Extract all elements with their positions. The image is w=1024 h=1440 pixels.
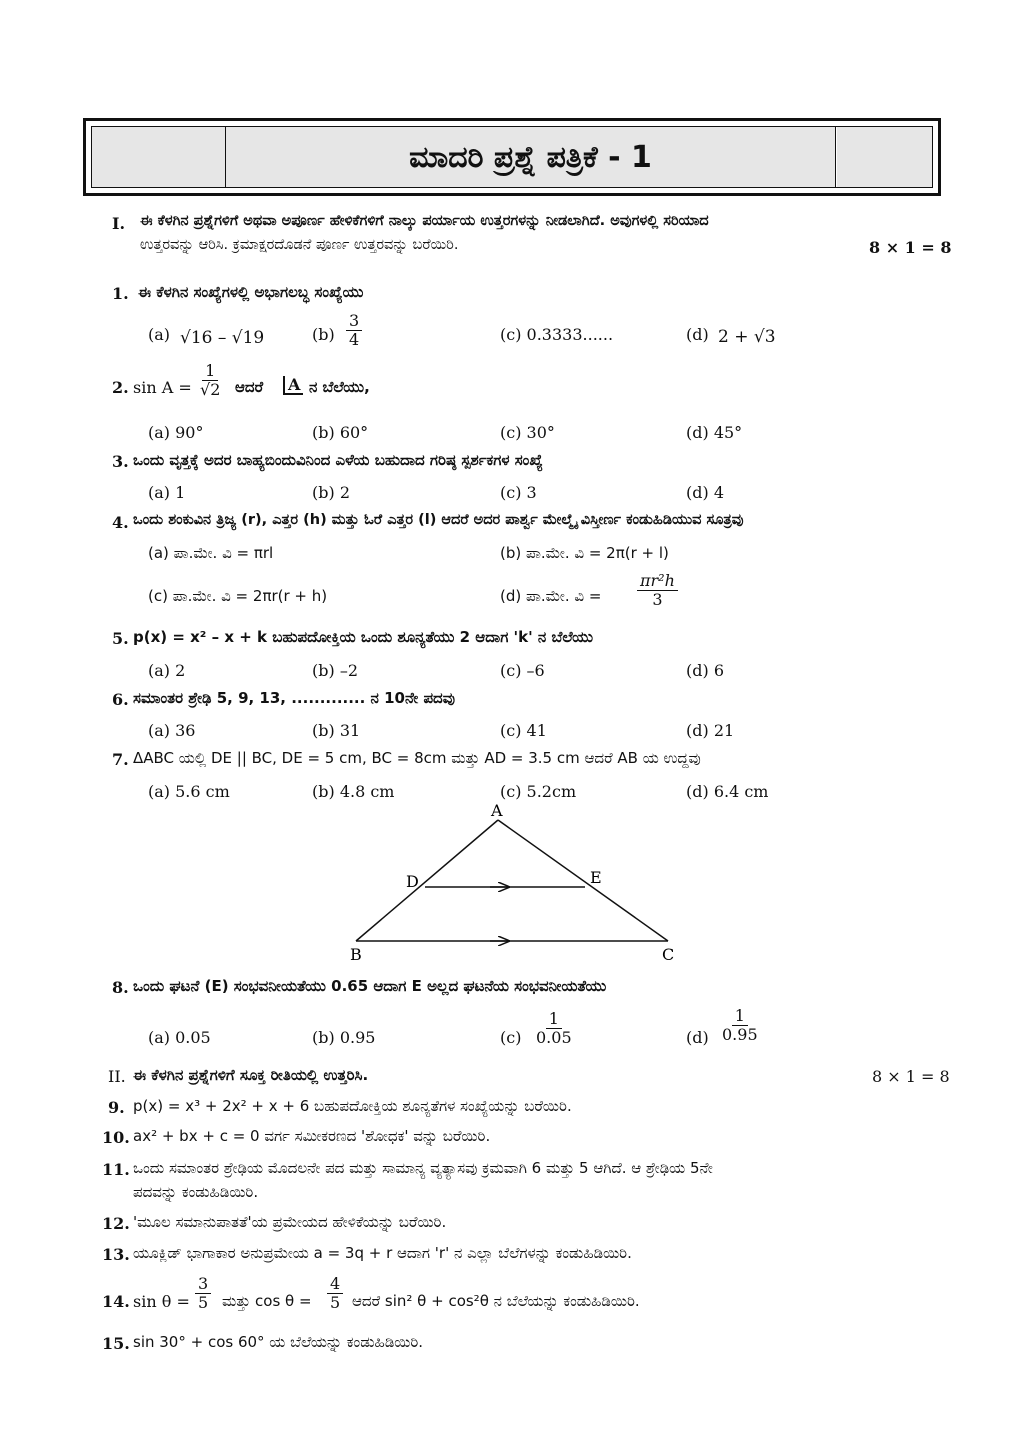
q5-option-c: (c) –6	[500, 661, 545, 680]
q4-option-a: (a) ಪಾ.ಮೇ. ವಿ = πrl	[148, 544, 274, 562]
q2-condition: ಆದರೆ	[235, 378, 264, 396]
q2-angle-symbol: A	[283, 376, 303, 395]
q14-fraction-1-denominator: 5	[198, 1292, 209, 1312]
q8-option-d-numerator: 1	[732, 1007, 748, 1026]
q14-fraction-1-numerator: 3	[195, 1275, 211, 1294]
q1-option-a-value: √16 – √19	[180, 328, 265, 348]
q8-option-c-label: (c)	[500, 1028, 522, 1047]
page-title: ಮಾದರಿ ಪ್ರಶ್ನೆ ಪತ್ರಿಕೆ - 1	[409, 139, 652, 175]
q8-option-d-fraction	[719, 1007, 761, 1043]
q1-option-d-label: (d)	[686, 325, 709, 344]
q1-number: 1.	[112, 284, 129, 303]
q13-number: 13.	[102, 1245, 130, 1264]
side-ac	[498, 820, 668, 941]
q6-option-b: (b) 31	[312, 721, 361, 740]
q14-fraction-2-denominator: 5	[330, 1292, 341, 1312]
title-cell-middle	[226, 127, 836, 187]
label-b: B	[350, 945, 362, 964]
q2-lhs: sin A =	[133, 378, 192, 397]
q3-number: 3.	[112, 452, 129, 471]
q2-denominator: √2	[200, 379, 221, 399]
section-i-number: I.	[112, 214, 126, 233]
q1-option-b-fraction	[346, 312, 362, 348]
title-cell-left	[92, 127, 226, 187]
q8-option-b: (b) 0.95	[312, 1028, 376, 1047]
section-i-marks: 8 × 1 = 8	[869, 238, 952, 257]
q7-number: 7.	[112, 750, 129, 769]
q15-text: sin 30° + cos 60° ಯ ಬೆಲೆಯನ್ನು ಕಂಡುಹಿಡಿಯಿರಿ.	[133, 1333, 424, 1351]
q7-option-c: (c) 5.2cm	[500, 782, 577, 801]
q5-text: p(x) = x² – x + k ಬಹುಪದೋಕ್ತಿಯ ಒಂದು ಶೂನ್ಯತೆಯು 2 ಆದಾಗ 'k' ನ ಬೆಲೆಯು	[133, 628, 593, 646]
q4-number: 4.	[112, 513, 129, 532]
q8-option-a: (a) 0.05	[148, 1028, 211, 1047]
q14-fraction-1	[195, 1275, 211, 1311]
q3-option-c: (c) 3	[500, 483, 537, 502]
side-ab	[356, 820, 498, 941]
q6-text: ಸಮಾಂತರ ಶ್ರೇಢಿ 5, 9, 13, ............. ನ 10ನೇ ಪದವು	[133, 689, 455, 707]
q5-option-d: (d) 6	[686, 661, 724, 680]
q14-sin-lhs: sin θ =	[133, 1292, 190, 1311]
q8-option-c-fraction	[533, 1010, 575, 1046]
q4-option-d-fraction	[637, 572, 678, 608]
q2-number: 2.	[112, 378, 129, 397]
q4-option-d: (d) ಪಾ.ಮೇ. ವಿ =	[500, 587, 602, 605]
q8-text: ಒಂದು ಘಟನೆ (E) ಸಂಭವನೀಯತೆಯು 0.65 ಆದಾಗ E ಅಲ್ಲದ ಘಟನೆಯ ಸಂಭವನೀಯತೆಯು	[133, 977, 607, 995]
q10-number: 10.	[102, 1128, 130, 1147]
q2-option-d: (d) 45°	[686, 423, 743, 442]
q4-option-d-numerator: πr²h	[637, 572, 678, 591]
q2-option-c: (c) 30°	[500, 423, 555, 442]
q5-option-b: (b) –2	[312, 661, 358, 680]
q8-option-d-denominator: 0.95	[722, 1024, 758, 1044]
q2-tail: ನ ಬೆಲೆಯು,	[309, 378, 370, 396]
q8-option-c-denominator: 0.05	[536, 1027, 572, 1047]
q6-option-a: (a) 36	[148, 721, 196, 740]
q12-text: 'ಮೂಲ ಸಮಾನುಪಾತತೆ'ಯ ಪ್ರಮೇಯದ ಹೇಳಿಕೆಯನ್ನು ಬರೆಯಿರಿ.	[133, 1213, 447, 1231]
section-ii-instruction: ಈ ಕೆಳಗಿನ ಪ್ರಶ್ನೆಗಳಿಗೆ ಸೂಕ್ತ ರೀತಿಯಲ್ಲಿ ಉತ್ತರಿಸಿ.	[133, 1066, 369, 1084]
q8-option-c-numerator: 1	[546, 1010, 562, 1029]
q6-number: 6.	[112, 690, 129, 709]
q7-option-d: (d) 6.4 cm	[686, 782, 769, 801]
q14-number: 14.	[102, 1292, 130, 1311]
q9-text: p(x) = x³ + 2x² + x + 6 ಬಹುಪದೋಕ್ತಿಯ ಶೂನ್ಯತೆಗಳ ಸಂಖ್ಯೆಯನ್ನು ಬರೆಯಿರಿ.	[133, 1097, 572, 1115]
q4-option-c: (c) ಪಾ.ಮೇ. ವಿ = 2πr(r + h)	[148, 587, 328, 605]
q1-option-c: (c) 0.3333......	[500, 325, 614, 344]
q7-option-a: (a) 5.6 cm	[148, 782, 230, 801]
q14-cos-lhs: ಮತ್ತು cos θ =	[222, 1292, 312, 1310]
section-ii-number: II.	[108, 1067, 126, 1086]
q4-option-d-denominator: 3	[652, 589, 663, 609]
q10-text: ax² + bx + c = 0 ವರ್ಗ ಸಮೀಕರಣದ 'ಶೋಧಕ' ವನ್ನು ಬರೆಯಿರಿ.	[133, 1127, 491, 1145]
q5-option-a: (a) 2	[148, 661, 186, 680]
q5-number: 5.	[112, 629, 129, 648]
q11-text-line2: ಪದವನ್ನು ಕಂಡುಹಿಡಿಯಿರಿ.	[133, 1183, 259, 1201]
q13-text: ಯೂಕ್ಲಿಡ್ ಭಾಗಾಕಾರ ಅನುಪ್ರಮೇಯ a = 3q + r ಆದಾಗ 'r' ನ ಎಲ್ಲಾ ಬೆಲೆಗಳನ್ನು ಕಂಡುಹಿಡಿಯಿರಿ.	[133, 1244, 632, 1262]
q2-numerator: 1	[202, 362, 218, 381]
q1-option-a-label: (a)	[148, 325, 171, 344]
q9-number: 9.	[108, 1098, 125, 1117]
label-e: E	[590, 868, 602, 887]
q1-option-b-numerator: 3	[346, 312, 362, 331]
q6-option-d: (d) 21	[686, 721, 735, 740]
q14-tail: ಆದರೆ sin² θ + cos²θ ನ ಬೆಲೆಯನ್ನು ಕಂಡುಹಿಡಿಯಿರಿ.	[352, 1292, 640, 1310]
title-cell-right	[837, 127, 932, 187]
title-frame	[83, 118, 941, 196]
q1-option-d-value: 2 + √3	[718, 327, 776, 347]
q4-option-b: (b) ಪಾ.ಮೇ. ವಿ = 2π(r + l)	[500, 544, 669, 562]
q2-option-a: (a) 90°	[148, 423, 204, 442]
q3-text: ಒಂದು ವೃತ್ತಕ್ಕೆ ಅದರ ಬಾಹ್ಯಬಿಂದುವಿನಿಂದ ಎಳೆಯ ಬಹುದಾದ ಗರಿಷ್ಠ ಸ್ಪರ್ಶಕಗಳ ಸಂಖ್ಯೆ	[133, 451, 543, 469]
q14-fraction-2	[327, 1275, 343, 1311]
q14-fraction-2-numerator: 4	[327, 1275, 343, 1294]
section-i-instruction-line2: ಉತ್ತರವನ್ನು ಆರಿಸಿ. ಕ್ರಮಾಕ್ಷರದೊಡನೆ ಪೂರ್ಣ ಉತ್ತರವನ್ನು ಬರೆಯಿರಿ.	[140, 237, 459, 253]
q12-number: 12.	[102, 1214, 130, 1233]
q6-option-c: (c) 41	[500, 721, 547, 740]
q11-number: 11.	[102, 1160, 130, 1179]
section-i-instruction-line1: ಈ ಕೆಳಗಿನ ಪ್ರಶ್ನೆಗಳಿಗೆ ಅಥವಾ ಅಪೂರ್ಣ ಹೇಳಿಕೆಗಳಿಗೆ ನಾಲ್ಕು ಪರ್ಯಾಯ ಉತ್ತರಗಳನ್ನು ನೀಡಲಾಗಿದೆ. ಅವುಗಳಲ್ಲಿ ಸರಿಯಾದ	[140, 213, 709, 229]
q15-number: 15.	[102, 1334, 130, 1353]
q11-text-line1: ಒಂದು ಸಮಾಂತರ ಶ್ರೇಢಿಯ ಮೊದಲನೇ ಪದ ಮತ್ತು ಸಾಮಾನ್ಯ ವ್ಯತ್ಯಾಸವು ಕ್ರಮವಾಗಿ 6 ಮತ್ತು 5 ಆಗಿದೆ. ಆ ಶ್ರೇಢಿಯ 5ನೇ	[133, 1159, 713, 1177]
q3-option-d: (d) 4	[686, 483, 724, 502]
q2-fraction	[197, 362, 223, 398]
triangle-diagram	[340, 800, 690, 970]
label-d: D	[406, 872, 419, 891]
q1-option-b-label: (b)	[312, 325, 335, 344]
q4-text: ಒಂದು ಶಂಕುವಿನ ತ್ರಿಜ್ಯ (r), ಎತ್ತರ (h) ಮತ್ತು ಓರೆ ಎತ್ತರ (l) ಆದರೆ ಅದರ ಪಾರ್ಶ್ವ ಮೇಲ್ಮೈ ವಿಸ್ತೀರ್ಣ ಕಂಡುಹಿಡಿಯುವ ಸೂತ್ರವು	[133, 512, 744, 528]
q1-option-b-denominator: 4	[349, 329, 360, 349]
section-ii-marks: 8 × 1 = 8	[872, 1067, 950, 1086]
q7-text: ΔABC ಯಲ್ಲಿ DE || BC, DE = 5 cm, BC = 8cm ಮತ್ತು AD = 3.5 cm ಆದರೆ AB ಯ ಉದ್ದವು	[133, 749, 701, 767]
q7-option-b: (b) 4.8 cm	[312, 782, 395, 801]
q8-number: 8.	[112, 978, 129, 997]
q1-text: ಈ ಕೆಳಗಿನ ಸಂಖ್ಯೆಗಳಲ್ಲಿ ಅಭಾಗಲಬ್ಧ ಸಂಖ್ಯೆಯು	[138, 283, 364, 301]
q3-option-b: (b) 2	[312, 483, 350, 502]
label-c: C	[662, 945, 675, 964]
q8-option-d-label: (d)	[686, 1028, 709, 1047]
label-a: A	[491, 801, 503, 820]
q3-option-a: (a) 1	[148, 483, 186, 502]
q2-option-b: (b) 60°	[312, 423, 369, 442]
